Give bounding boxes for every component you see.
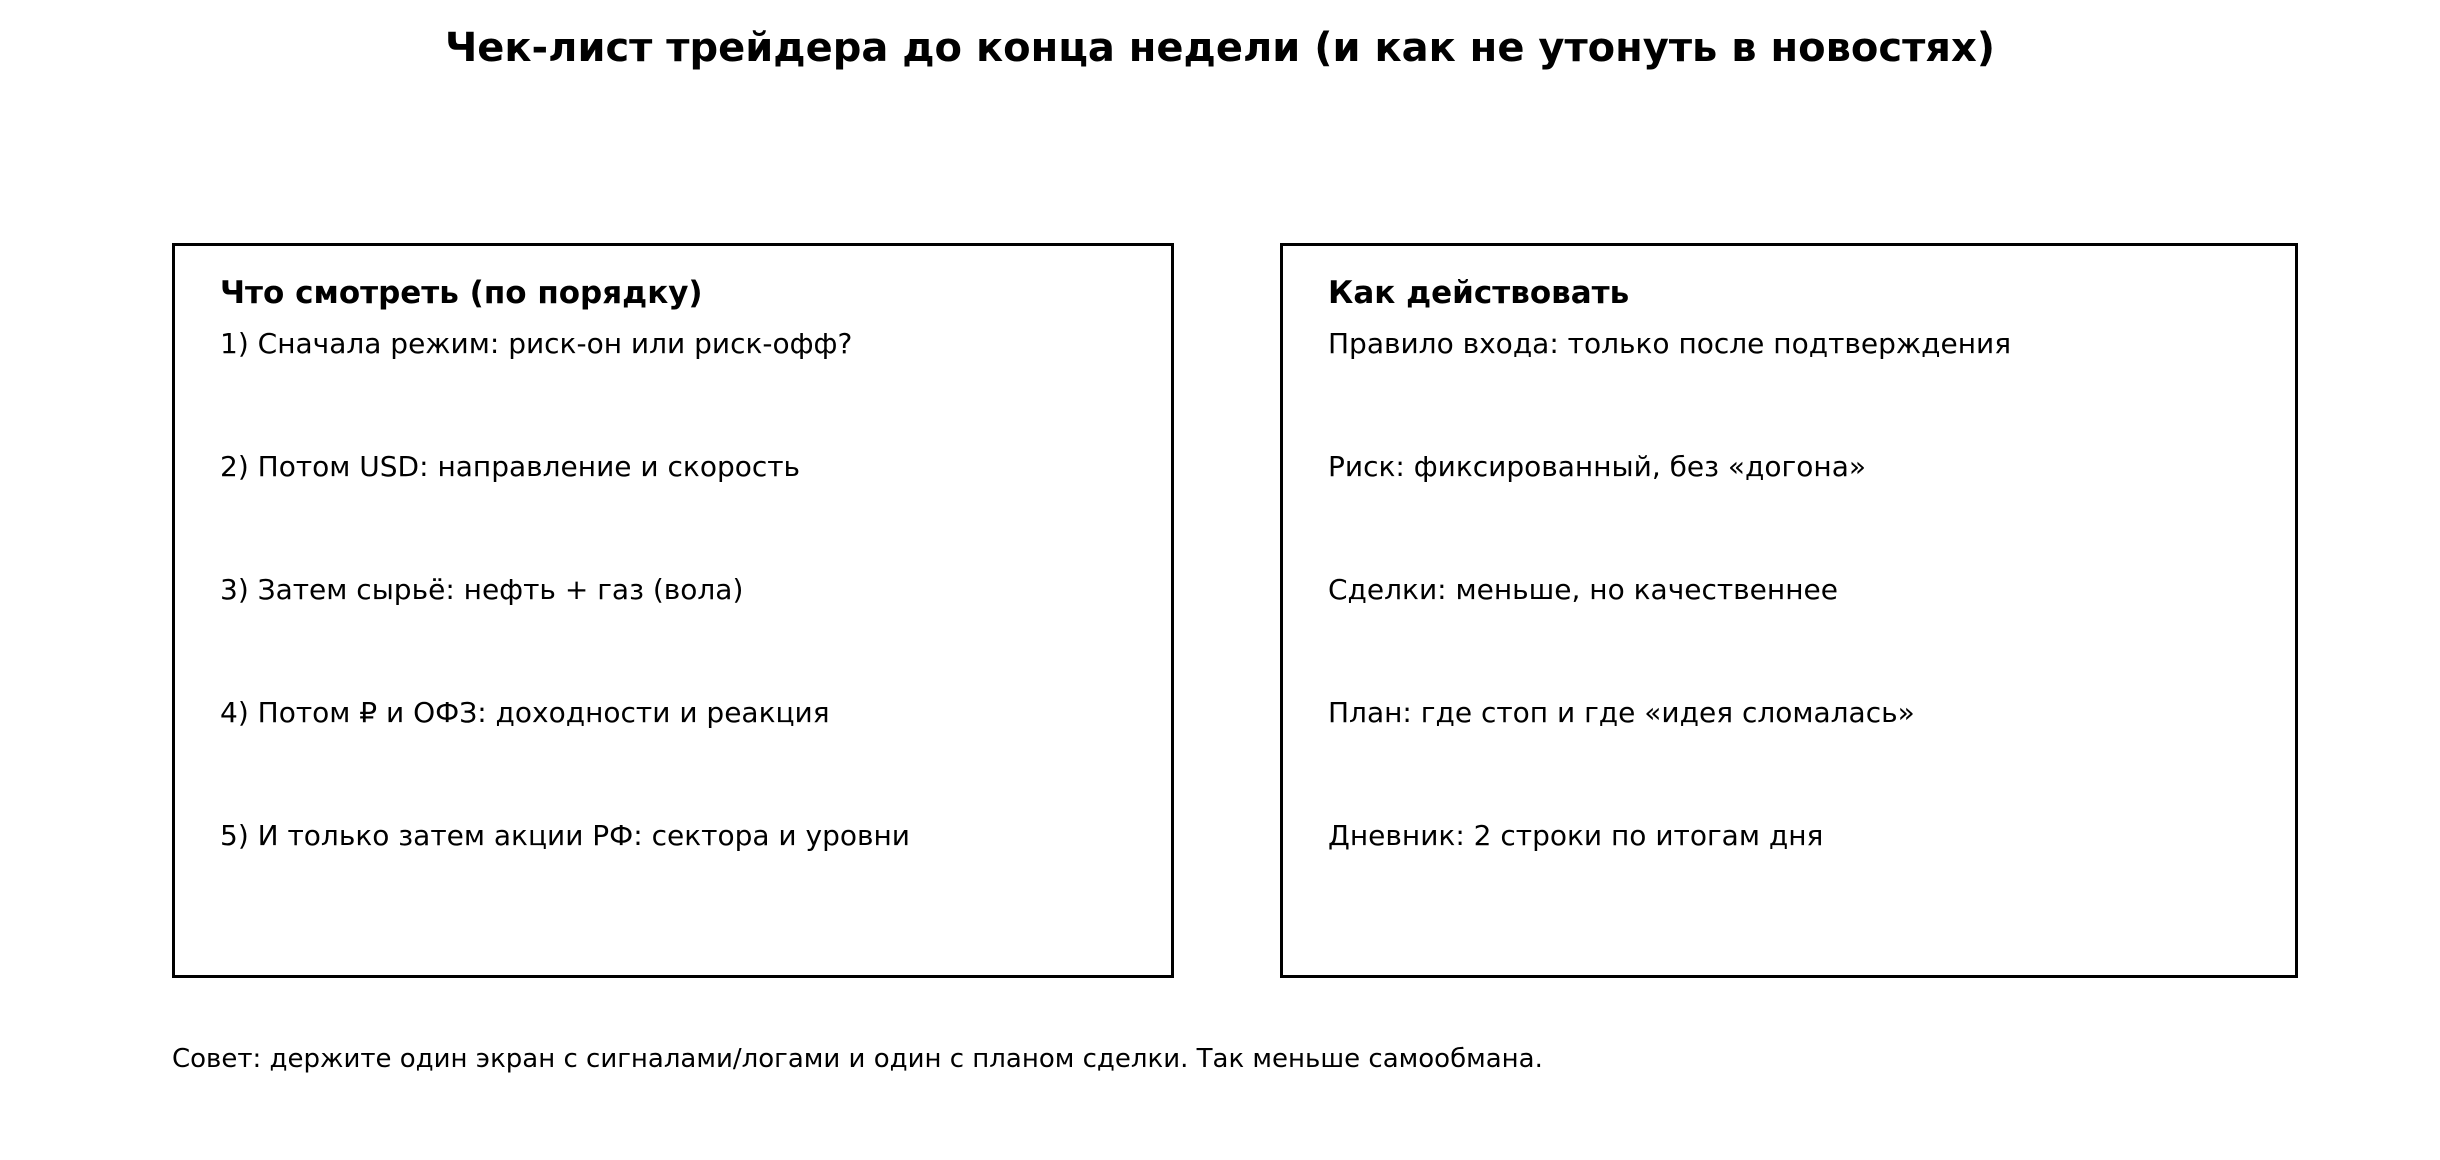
checklist-panel-what-to-watch: [172, 243, 1174, 978]
list-item: Правило входа: только после подтверждения: [1328, 327, 2012, 360]
checklist-right: [1328, 318, 2295, 942]
panel-heading-how-to-act: Как действовать: [1328, 275, 1630, 311]
panel-heading-what-to-watch: Что смотреть (по порядку): [220, 275, 703, 311]
list-item: 3) Затем сырьё: нефть + газ (вола): [220, 573, 744, 606]
list-item: Сделки: меньше, но качественнее: [1328, 573, 1838, 606]
checklist-panel-how-to-act: [1280, 243, 2298, 978]
list-item: План: где стоп и где «идея сломалась»: [1328, 696, 1915, 729]
list-item: 4) Потом ₽ и ОФЗ: доходности и реакция: [220, 696, 830, 729]
list-item: Риск: фиксированный, без «догона»: [1328, 450, 1866, 483]
panel-content-right: [1283, 246, 2295, 975]
list-item: 2) Потом USD: направление и скорость: [220, 450, 801, 483]
list-item: 1) Сначала режим: риск-он или риск-офф?: [220, 327, 853, 360]
page-title: Чек-лист трейдера до конца недели (и как не утонуть в новостях): [444, 25, 1996, 71]
panel-content-left: [175, 246, 1171, 975]
list-item: Дневник: 2 строки по итогам дня: [1328, 819, 1824, 852]
footer-tip: Совет: держите один экран с сигналами/логами и один с планом сделки. Так меньше самообмана.: [172, 1044, 1543, 1074]
checklist-left: [220, 318, 1171, 942]
list-item: 5) И только затем акции РФ: сектора и уровни: [220, 819, 911, 852]
